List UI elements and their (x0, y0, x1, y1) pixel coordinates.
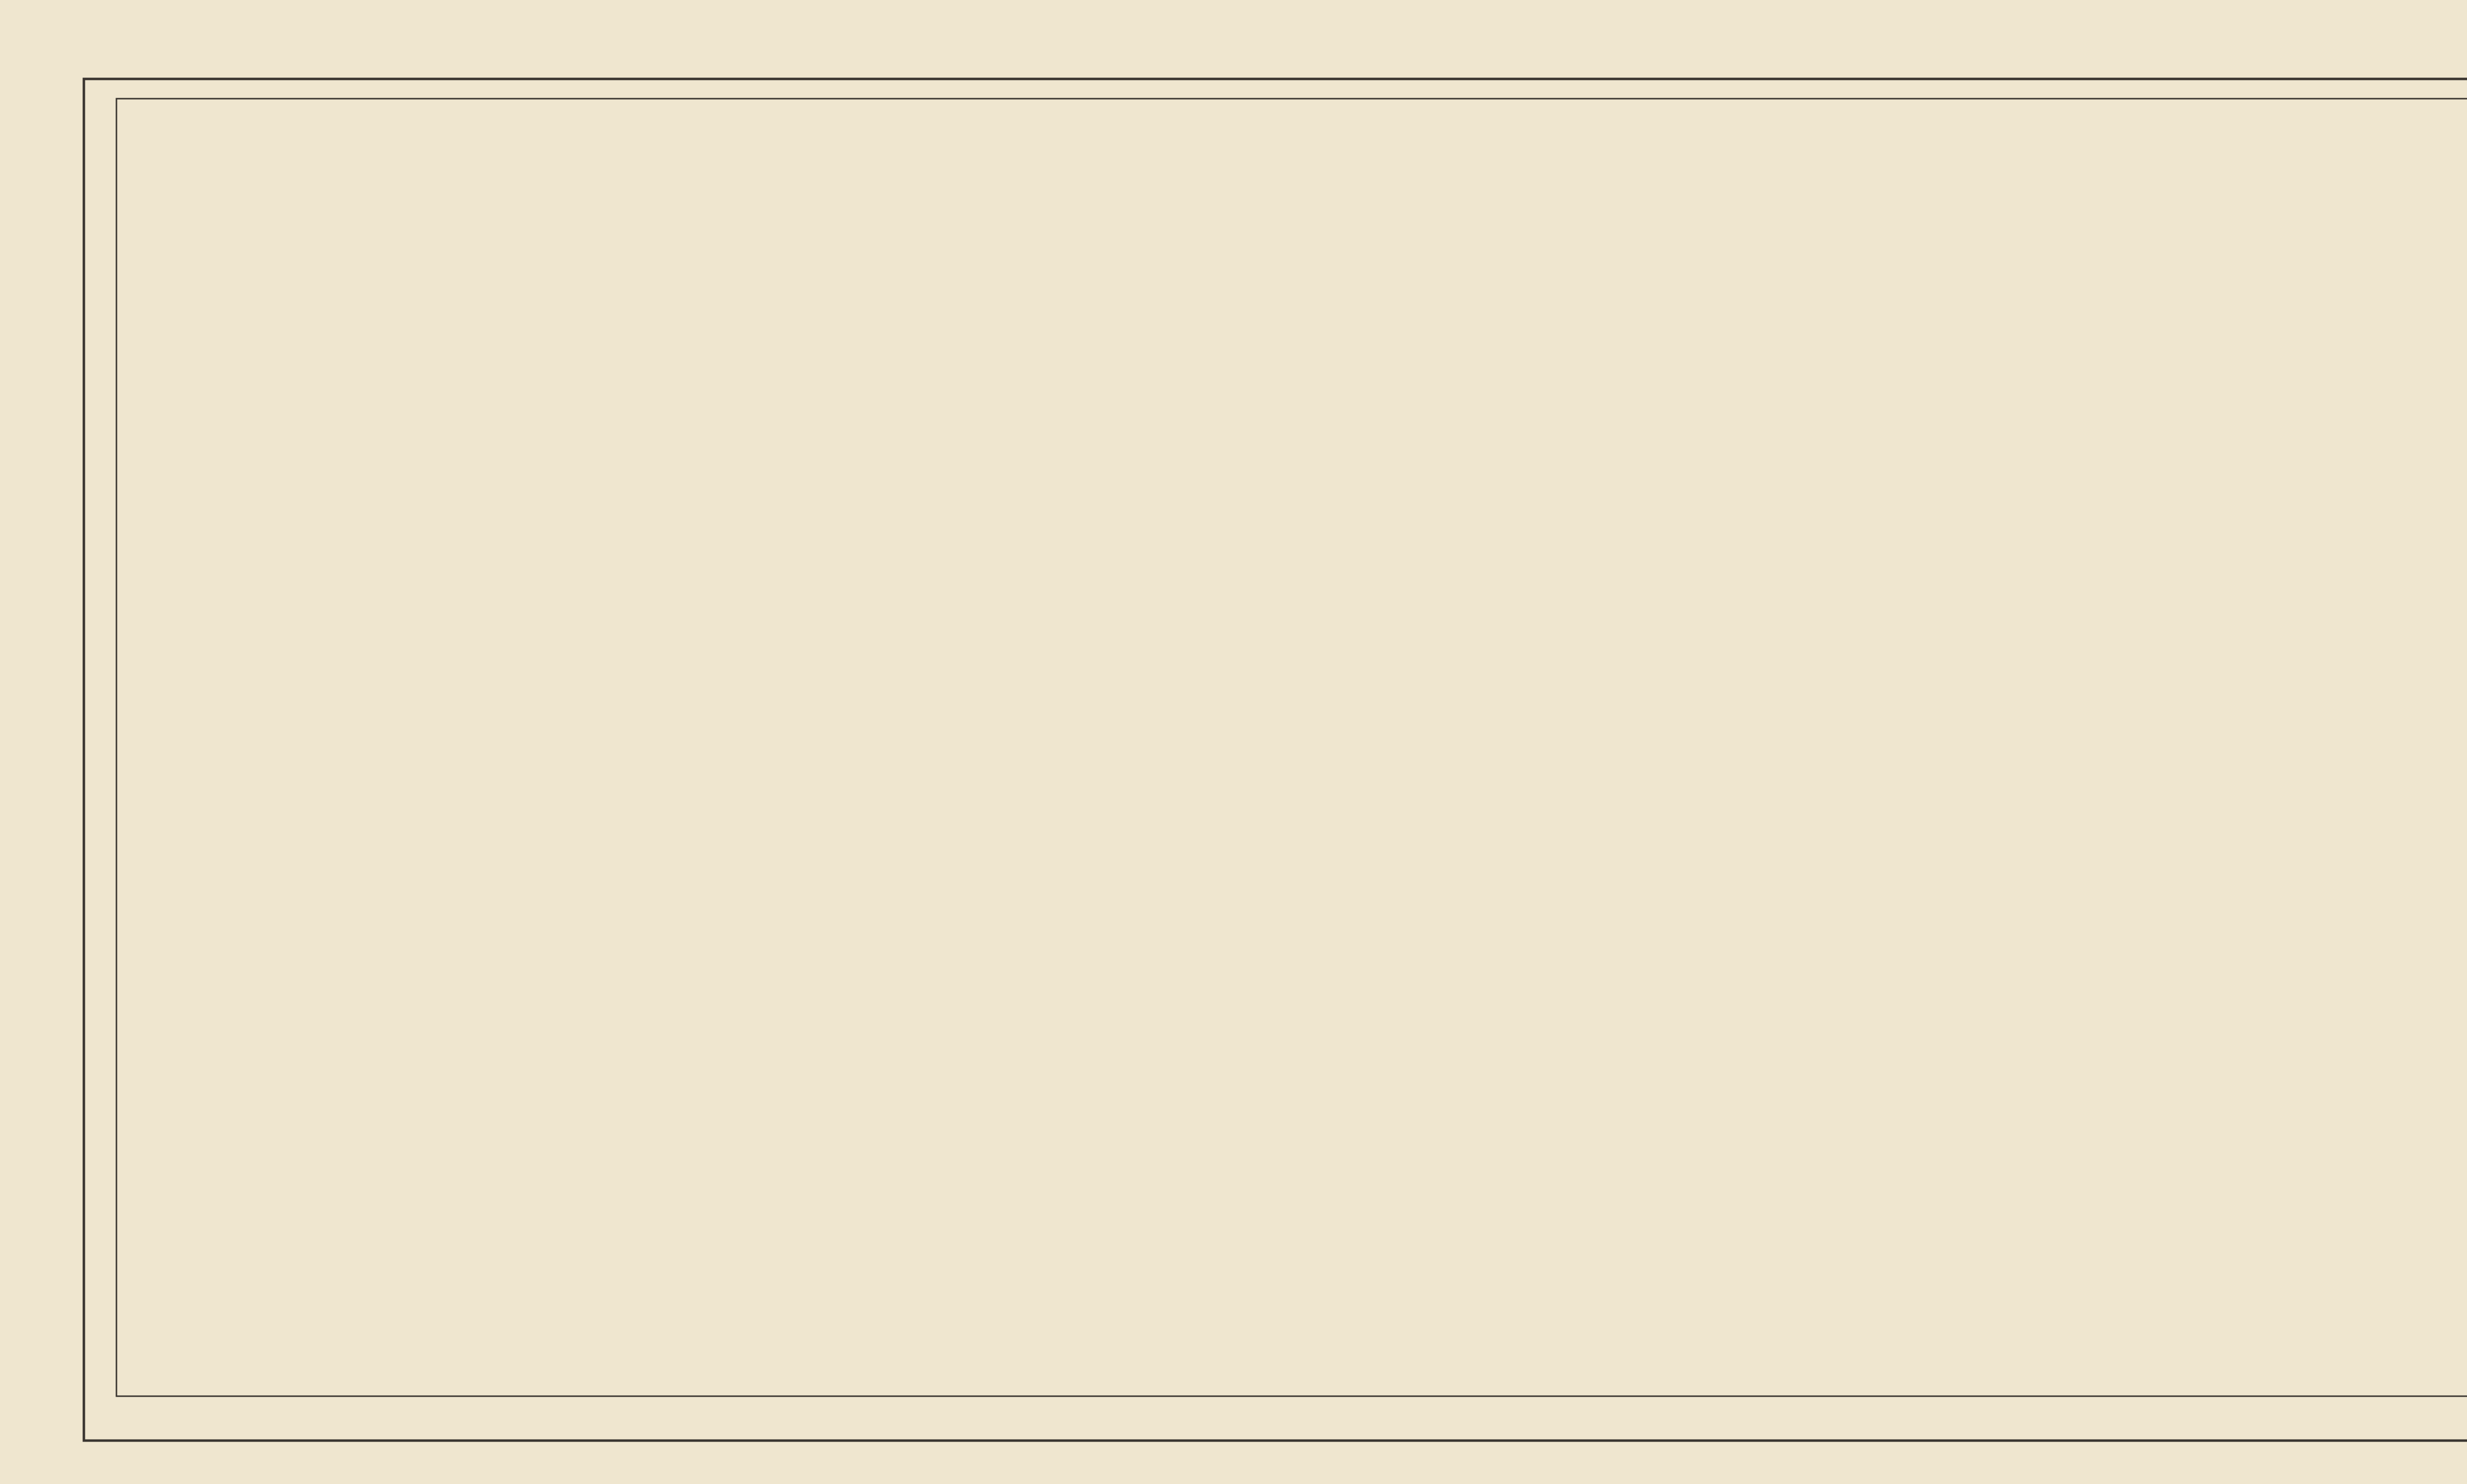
inner-frame (116, 99, 2467, 1396)
outer-frame (84, 79, 2467, 1441)
